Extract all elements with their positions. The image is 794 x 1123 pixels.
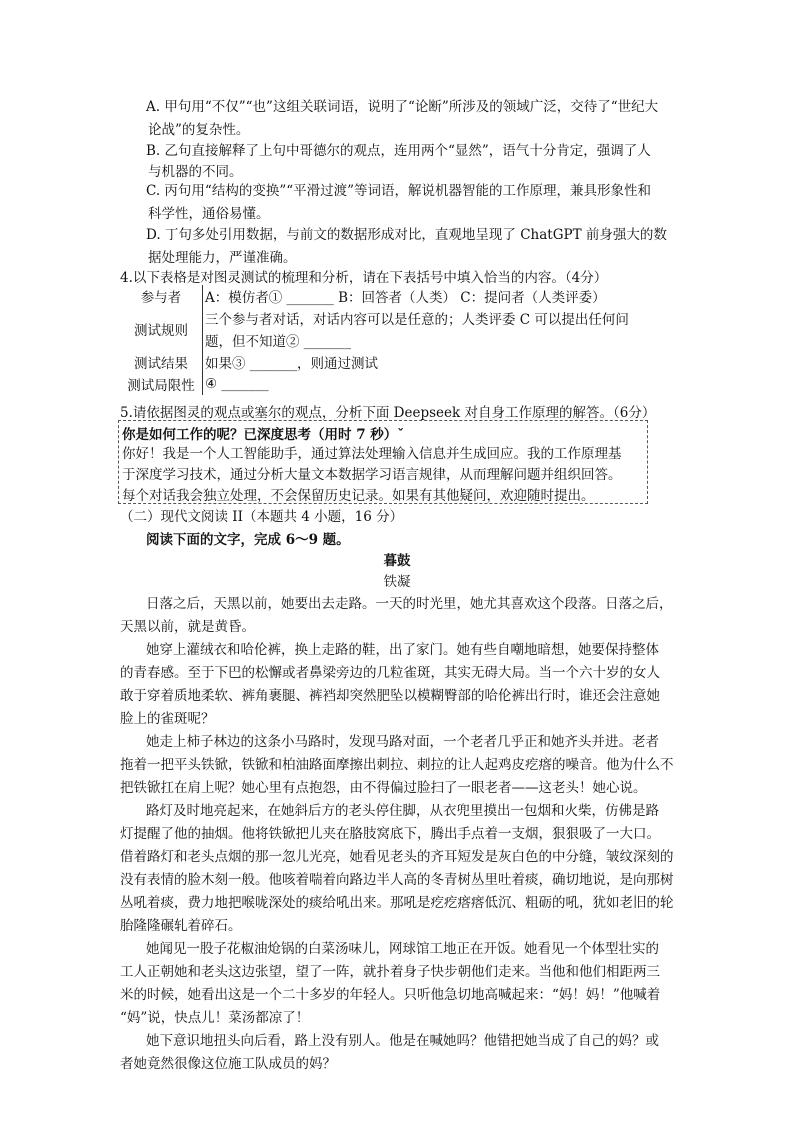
q3-option-a-line1: A. 甲句用“不仅”“也”这组关联词语，说明了“论断”所涉及的领域广泛，交待了“世纪大 bbox=[146, 99, 659, 115]
story-p4-line4: 没有表情的脸木刻一般。他咳着喘着向路边半人高的冬青树丛里吐着痰，确切地说，是向那树 bbox=[120, 872, 674, 888]
story-title: 暮鼓 bbox=[383, 553, 411, 569]
table-row bbox=[120, 373, 629, 395]
story-author: 铁凝 bbox=[383, 574, 411, 590]
table-row bbox=[120, 351, 629, 373]
q5-prompt: 5.请依据图灵的观点或塞尔的观点，分析下面 Deepseek 对自身工作原理的解答。（6分） bbox=[120, 405, 656, 421]
table-row bbox=[120, 285, 629, 307]
story-p2-line1: 她穿上灌绒衣和哈伦裤，换上走路的鞋，出了家门。她有些自嘲地暗想，她要保持整体 bbox=[146, 642, 659, 658]
deepseek-answer-box bbox=[118, 420, 648, 504]
story-p3-line3: 把铁锨扛在肩上呢？她心里有点抱怨，由不得偏过脸扫了一眼老者——这老头！她心说。 bbox=[120, 780, 647, 796]
section-heading: （二）现代文阅读 II（本题共 4 小题，16 分） bbox=[120, 509, 404, 525]
story-p4-line2: 灯提醒了他的抽烟。他将铁锨把儿夹在胳肢窝底下，腾出手点着一支烟，狠狠吸了一大口。 bbox=[120, 826, 660, 842]
story-p3-line1: 她走上柿子林边的这条小马路时，发现马路对面，一个老者几乎正和她齐头并进。老者 bbox=[146, 734, 659, 750]
turing-test-table bbox=[120, 285, 629, 395]
row-head-participants: 参与者 bbox=[120, 285, 203, 307]
deepseek-question: 你是如何工作的呢？已深度思考（用时 7 秒）ˇ bbox=[122, 427, 405, 443]
q3-option-a-line2: 论战”的复杂性。 bbox=[148, 122, 250, 138]
q3-option-c-line1: C. 丙句用“结构的变换”“平滑过渡”等词语，解说机器智能的工作原理，兼具形象性和 bbox=[146, 183, 652, 199]
story-p4-line5: 丛吼着痰，费力地把喉咙深处的痰给吼出来。那吼是疙疙瘩瘩低沉、粗砺的吼，犹如老旧的轮 bbox=[120, 895, 674, 911]
deepseek-answer-line3: 每个对话我会独立处理，不会保留历史记录。如果有其他疑问，欢迎随时提出。 bbox=[122, 488, 595, 504]
story-p6-line1: 她下意识地扭头向后看，路上没有别人。他是在喊她吗？他错把她当成了自己的妈？或 bbox=[146, 1033, 659, 1049]
row-cell-rules-line2: 题，但不知道② _______ bbox=[205, 334, 352, 350]
story-p2-line2: 的青春感。至于下巴的松懈或者鼻梁旁边的几粒雀斑，其实无碍大局。当一个六十岁的女人 bbox=[120, 665, 660, 681]
table-row bbox=[120, 307, 629, 329]
story-p2-line3: 敢于穿着质地柔软、裤角裹腿、裤裆却突然肥坠以模糊臀部的哈伦裤出行时，谁还会注意她 bbox=[120, 688, 660, 704]
q4-prompt: 4.以下表格是对图灵测试的梳理和分析，请在下表括号中填入恰当的内容。（4分） bbox=[120, 270, 608, 286]
deepseek-answer-line2: 于深度学习技术，通过分析大量文本数据学习语言规律，从而理解问题并组织回答。 bbox=[122, 467, 622, 483]
story-p5-line3: 米的时候，她看出这是一个二十多岁的年轻人。只听他急切地高喊起来：“妈！妈！”他喊着 bbox=[120, 987, 661, 1003]
row-head-result: 测试结果 bbox=[120, 351, 203, 373]
row-head-rules: 测试规则 bbox=[120, 307, 203, 351]
q3-option-d-line2: 据处理能力，严谨准确。 bbox=[148, 250, 297, 266]
story-p5-line2: 工人正朝她和老头这边张望，望了一阵，就扑着身子快步朝他们走来。当他和他们相距两三 bbox=[120, 964, 660, 980]
story-p4-line6: 胎隆隆碾轧着碎石。 bbox=[120, 918, 242, 934]
row-cell-limitation: ④ _______ bbox=[205, 376, 269, 392]
row-cell-result: 如果③ _______，则通过测试 bbox=[205, 356, 379, 372]
story-p4-line1: 路灯及时地亮起来，在她斜后方的老头停住脚，从衣兜里摸出一包烟和火柴，仿佛是路 bbox=[146, 803, 659, 819]
q3-option-b-line1: B. 乙句直接解释了上句中哥德尔的观点，连用两个“显然”，语气十分肯定，强调了人 bbox=[146, 143, 651, 159]
section-instruction: 阅读下面的文字，完成 6～9 题。 bbox=[146, 532, 350, 548]
story-p1-line2: 天黑以前，就是黄昏。 bbox=[120, 619, 255, 635]
row-cell-rules-line1: 三个参与者对话，对话内容可以是任意的；人类评委 C 可以提出任何问 bbox=[205, 312, 629, 328]
story-p6-line2: 者她竟然很像这位施工队成员的妈？ bbox=[120, 1056, 336, 1072]
story-p4-line3: 借着路灯和老头点烟的那一忽儿光亮，她看见老头的齐耳短发是灰白色的中分缝，皱纹深刻的 bbox=[120, 849, 674, 865]
story-p1-line1: 日落之后，天黑以前，她要出去走路。一天的时光里，她尤其喜欢这个段落。日落之后， bbox=[146, 596, 673, 612]
q3-option-b-line2: 与机器的不同。 bbox=[148, 164, 243, 180]
story-p5-line1: 她闻见一股子花椒油炝锅的白菜汤味儿，网球馆工地正在开饭。她看见一个体型壮实的 bbox=[146, 941, 659, 957]
row-cell-participants: A：模仿者① _______ B：回答者（人类） C：提问者（人类评委） bbox=[205, 290, 606, 306]
story-p5-line4: “妈”说，快点儿！菜汤都凉了！ bbox=[120, 1010, 310, 1026]
q3-option-c-line2: 科学性，通俗易懂。 bbox=[148, 206, 270, 222]
story-p3-line2: 拖着一把平头铁锨，铁锨和柏油路面摩擦出刺拉、刺拉的让人起鸡皮疙瘩的噪音。他为什么不 bbox=[120, 757, 674, 773]
row-head-limitation: 测试局限性 bbox=[120, 373, 203, 395]
q3-option-d-line1: D. 丁句多处引用数据，与前文的数据形成对比，直观地呈现了 ChatGPT 前身强大的数 bbox=[146, 227, 667, 243]
story-p2-line4: 脸上的雀斑呢？ bbox=[120, 711, 215, 727]
deepseek-answer-line1: 你好！我是一个人工智能助手，通过算法处理输入信息并生成回应。我的工作原理基 bbox=[122, 446, 622, 462]
